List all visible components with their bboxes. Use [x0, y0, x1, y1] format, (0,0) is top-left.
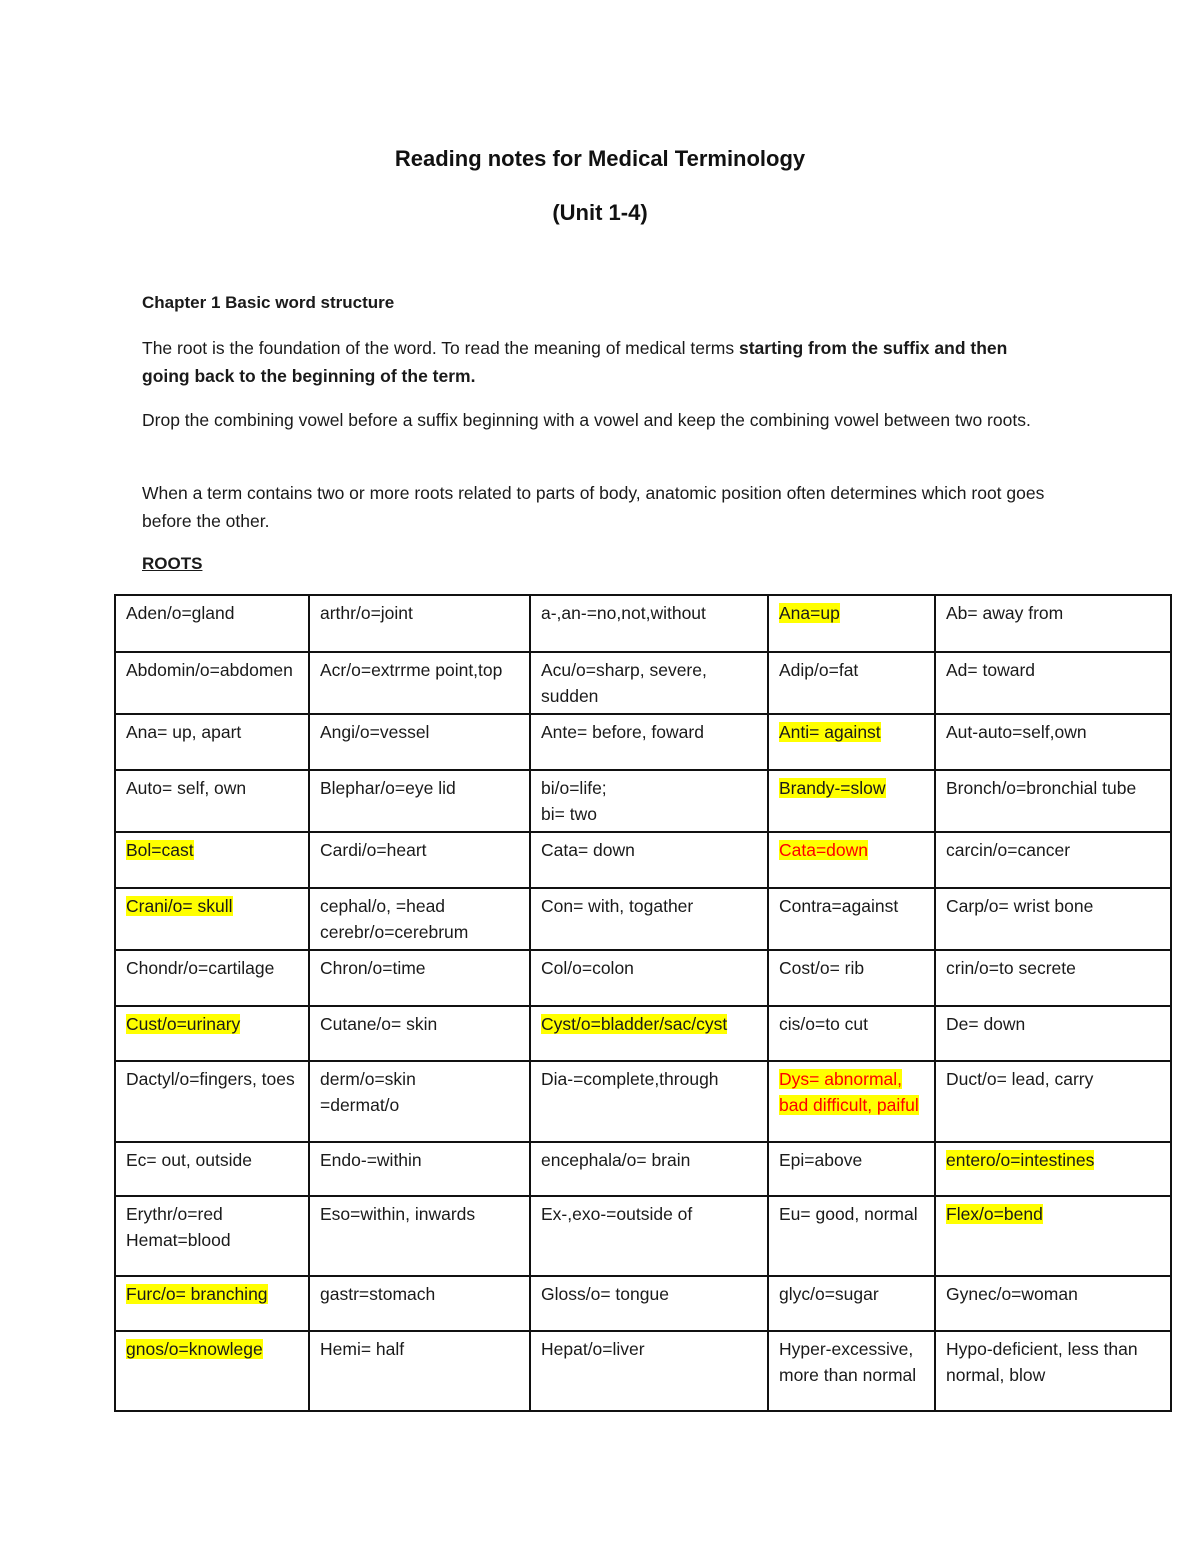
paragraph-combining-vowel: Drop the combining vowel before a suffix beginning with a vowel and keep the combining vowel between two roots.: [142, 410, 1031, 430]
cell-text: Cutane/o= skin: [320, 1014, 438, 1034]
table-cell: [115, 950, 309, 1006]
cell-text: Hyper-excessive, more than normal: [779, 1339, 917, 1385]
table-cell: [115, 714, 309, 770]
table-cell: [309, 950, 530, 1006]
table-cell: [530, 950, 768, 1006]
cell-text: Eso=within, inwards: [320, 1204, 476, 1224]
cell-text: Ec= out, outside: [126, 1150, 252, 1170]
table-cell: [530, 770, 768, 832]
table-row: [115, 888, 1171, 950]
cell-text: Chron/o=time: [320, 958, 426, 978]
highlighted-term: Crani/o= skull: [126, 896, 233, 916]
cell-text: Erythr/o=red: [126, 1204, 223, 1224]
cell-text: a-,an-=no,not,without: [541, 603, 706, 623]
page-title: Reading notes for Medical Terminology: [394, 146, 806, 171]
cell-text: Ad= toward: [946, 660, 1036, 680]
paragraph-emphasis: starting from the suffix and then going back to the beginning of the term.: [142, 338, 1008, 386]
cell-text: Abdomin/o=abdomen: [126, 660, 293, 680]
table-cell: [935, 1331, 1171, 1411]
cell-text: encephala/o= brain: [541, 1150, 691, 1170]
table-cell: [935, 1006, 1171, 1061]
table-row: [115, 1142, 1171, 1196]
table-row: [115, 652, 1171, 714]
cell-text: Endo-=within: [320, 1150, 422, 1170]
table-cell: [935, 714, 1171, 770]
table-cell: [768, 1196, 935, 1276]
highlighted-term: Brandy-=slow: [779, 778, 886, 798]
paragraph-text: The root is the foundation of the word. To read the meaning of medical terms: [142, 338, 739, 358]
cell-text: Carp/o= wrist bone: [946, 896, 1094, 916]
page-subtitle: (Unit 1-4): [552, 200, 648, 225]
table-cell: [768, 1006, 935, 1061]
table-cell: [768, 714, 935, 770]
cell-text: derm/o=skin: [320, 1069, 416, 1089]
cell-text: glyc/o=sugar: [779, 1284, 879, 1304]
highlighted-term: Cyst/o=bladder/sac/cyst: [541, 1014, 728, 1034]
table-cell: [768, 1061, 935, 1142]
cell-text: Contra=against: [779, 896, 899, 916]
table-cell: [935, 950, 1171, 1006]
table-cell: [309, 770, 530, 832]
table-cell: [309, 832, 530, 888]
table-cell: [530, 1061, 768, 1142]
table-cell: [309, 888, 530, 950]
table-cell: [115, 1006, 309, 1061]
cell-text: Hepat/o=liver: [541, 1339, 645, 1359]
table-cell: [309, 714, 530, 770]
cell-text: Cost/o= rib: [779, 958, 865, 978]
cell-text: Dactyl/o=fingers, toes: [126, 1069, 295, 1089]
cell-text: Epi=above: [779, 1150, 863, 1170]
table-cell: [768, 832, 935, 888]
highlighted-term: Cust/o=urinary: [126, 1014, 241, 1034]
highlighted-term: gnos/o=knowlege: [126, 1339, 263, 1359]
cell-text: bi/o=life;: [541, 778, 607, 798]
table-cell: [309, 1196, 530, 1276]
table-cell: [935, 1142, 1171, 1196]
table-cell: [115, 770, 309, 832]
cell-text: carcin/o=cancer: [946, 840, 1071, 860]
highlighted-term: Flex/o=bend: [946, 1204, 1043, 1224]
table-cell: [309, 595, 530, 652]
table-cell: [935, 888, 1171, 950]
cell-text: Ab= away from: [946, 603, 1064, 623]
table-cell: [115, 1142, 309, 1196]
cell-text: Col/o=colon: [541, 958, 634, 978]
table-cell: [530, 714, 768, 770]
highlighted-red-term: Dys= abnormal, bad difficult, paiful: [779, 1069, 919, 1115]
cell-text: Hemat=blood: [126, 1230, 231, 1250]
cell-text: cephal/o, =head: [320, 896, 446, 916]
table-row: [115, 950, 1171, 1006]
highlighted-red-term: Cata=down: [779, 840, 869, 860]
cell-text: Duct/o= lead, carry: [946, 1069, 1094, 1089]
table-row: [115, 1006, 1171, 1061]
cell-text: arthr/o=joint: [320, 603, 413, 623]
cell-text: Bronch/o=bronchial tube: [946, 778, 1137, 798]
table-cell: [768, 950, 935, 1006]
table-cell: [530, 595, 768, 652]
table-cell: [530, 1142, 768, 1196]
chapter-heading: Chapter 1 Basic word structure: [142, 293, 395, 312]
table-cell: [309, 1142, 530, 1196]
cell-text: cerebr/o=cerebrum: [320, 922, 469, 942]
table-cell: [530, 1331, 768, 1411]
table-row: [115, 1276, 1171, 1331]
cell-text: Acr/o=extrrme point,top: [320, 660, 503, 680]
cell-text: =dermat/o: [320, 1095, 400, 1115]
table-cell: [115, 832, 309, 888]
table-cell: [935, 1276, 1171, 1331]
highlighted-term: Ana=up: [779, 603, 840, 623]
table-cell: [309, 1331, 530, 1411]
cell-text: Blephar/o=eye lid: [320, 778, 456, 798]
table-cell: [935, 1196, 1171, 1276]
table-cell: [530, 832, 768, 888]
table-cell: [935, 1061, 1171, 1142]
cell-text: Adip/o=fat: [779, 660, 859, 680]
table-cell: [530, 888, 768, 950]
cell-text: Cata= down: [541, 840, 635, 860]
table-row: [115, 1061, 1171, 1142]
cell-text: Gynec/o=woman: [946, 1284, 1078, 1304]
table-cell: [768, 1331, 935, 1411]
cell-text: Angi/o=vessel: [320, 722, 430, 742]
table-cell: [768, 770, 935, 832]
table-cell: [115, 652, 309, 714]
table-cell: [309, 652, 530, 714]
table-cell: [115, 1331, 309, 1411]
highlighted-term: Bol=cast: [126, 840, 194, 860]
table-cell: [768, 595, 935, 652]
table-cell: [768, 1142, 935, 1196]
cell-text: De= down: [946, 1014, 1026, 1034]
table-cell: [115, 1276, 309, 1331]
table-cell: [935, 770, 1171, 832]
cell-text: Dia-=complete,through: [541, 1069, 719, 1089]
roots-heading: ROOTS: [142, 554, 203, 573]
table-cell: [115, 595, 309, 652]
cell-text: Ante= before, foward: [541, 722, 704, 742]
highlighted-term: Furc/o= branching: [126, 1284, 268, 1304]
table-row: [115, 595, 1171, 652]
cell-text: Aden/o=gland: [126, 603, 235, 623]
cell-text: Hemi= half: [320, 1339, 405, 1359]
paragraph-anatomic-position: When a term contains two or more roots related to parts of body, anatomic position often determines which root goes before the other.: [142, 483, 1045, 531]
cell-text: gastr=stomach: [320, 1284, 436, 1304]
cell-text: Acu/o=sharp, severe, sudden: [541, 660, 707, 706]
table-row: [115, 1331, 1171, 1411]
table-cell: [309, 1061, 530, 1142]
cell-text: Eu= good, normal: [779, 1204, 918, 1224]
cell-text: bi= two: [541, 804, 597, 824]
table-cell: [768, 888, 935, 950]
cell-text: Auto= self, own: [126, 778, 247, 798]
table-cell: [530, 652, 768, 714]
highlighted-term: Anti= against: [779, 722, 881, 742]
paragraph-root-foundation: [142, 334, 1052, 390]
cell-text: Chondr/o=cartilage: [126, 958, 275, 978]
table-cell: [309, 1006, 530, 1061]
cell-text: Cardi/o=heart: [320, 840, 427, 860]
table-cell: [530, 1196, 768, 1276]
table-cell: [115, 1061, 309, 1142]
cell-text: Gloss/o= tongue: [541, 1284, 669, 1304]
table-row: [115, 714, 1171, 770]
roots-table: [114, 594, 1172, 1412]
highlighted-term: entero/o=intestines: [946, 1150, 1095, 1170]
cell-text: cis/o=to cut: [779, 1014, 869, 1034]
table-cell: [935, 652, 1171, 714]
table-row: [115, 832, 1171, 888]
cell-text: Con= with, togather: [541, 896, 694, 916]
cell-text: Aut-auto=self,own: [946, 722, 1087, 742]
table-row: [115, 770, 1171, 832]
table-cell: [115, 888, 309, 950]
cell-text: Ana= up, apart: [126, 722, 242, 742]
table-cell: [309, 1276, 530, 1331]
cell-text: Ex-,exo-=outside of: [541, 1204, 693, 1224]
table-cell: [935, 595, 1171, 652]
cell-text: crin/o=to secrete: [946, 958, 1076, 978]
table-cell: [530, 1276, 768, 1331]
table-cell: [935, 832, 1171, 888]
table-row: [115, 1196, 1171, 1276]
table-cell: [115, 1196, 309, 1276]
table-cell: [768, 1276, 935, 1331]
cell-text: Hypo-deficient, less than normal, blow: [946, 1339, 1138, 1385]
table-cell: [530, 1006, 768, 1061]
table-cell: [768, 652, 935, 714]
